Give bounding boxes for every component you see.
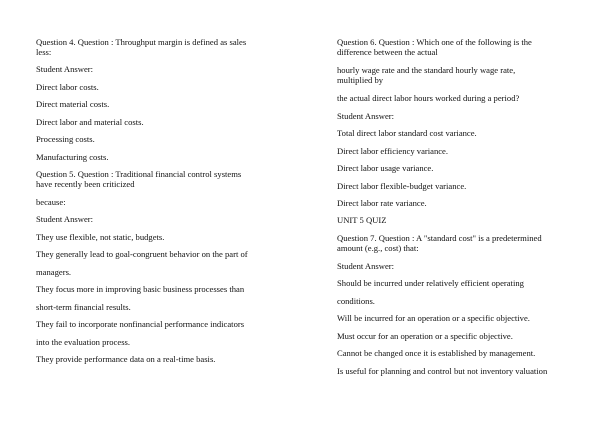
- q6-option: Direct labor usage variance.: [337, 163, 434, 173]
- q7-option-cont: conditions.: [337, 296, 375, 306]
- q5-option: They provide performance data on a real-time basis.: [36, 354, 216, 364]
- q5-option-cont: managers.: [36, 267, 72, 277]
- q4-option: Direct labor costs.: [36, 82, 99, 92]
- q5-option: They generally lead to goal-congruent behavior on the part of: [36, 249, 248, 259]
- question-5-prompt: Question 5. Question : Traditional financial control systems: [36, 169, 242, 179]
- q6-option: Direct labor rate variance.: [337, 198, 427, 208]
- question-4-prompt-cont: less:: [36, 47, 52, 57]
- q4-option: Direct material costs.: [36, 99, 110, 109]
- question-7-prompt-cont: amount (e.g., cost) that:: [337, 243, 419, 253]
- question-7-prompt: Question 7. Question : A "standard cost" is a predetermined: [337, 233, 542, 243]
- q6-option: Direct labor flexible-budget variance.: [337, 181, 467, 191]
- q7-option: Will be incurred for an operation or a specific objective.: [337, 313, 530, 323]
- q5-option: They fail to incorporate nonfinancial performance indicators: [36, 319, 245, 329]
- q7-option: Cannot be changed once it is established by management.: [337, 348, 536, 358]
- question-6-prompt-cont: difference between the actual: [337, 47, 438, 57]
- q7-option: Is useful for planning and control but not inventory valuation: [337, 366, 548, 376]
- question-4-prompt: Question 4. Question : Throughput margin is defined as sales: [36, 37, 247, 47]
- question-6-prompt-cont: hourly wage rate and the standard hourly wage rate,: [337, 65, 516, 75]
- q5-option-cont: short-term financial results.: [36, 302, 131, 312]
- question-6-prompt: Question 6. Question : Which one of the following is the: [337, 37, 532, 47]
- q7-student-answer-label: Student Answer:: [337, 261, 395, 271]
- q4-student-answer-label: Student Answer:: [36, 64, 94, 74]
- q7-option: Must occur for an operation or a specific objective.: [337, 331, 513, 341]
- question-6-prompt-cont: multiplied by: [337, 75, 384, 85]
- q6-student-answer-label: Student Answer:: [337, 111, 395, 121]
- q6-option: Total direct labor standard cost variance.: [337, 128, 477, 138]
- question-6-prompt-cont: the actual direct labor hours worked during a period?: [337, 93, 520, 103]
- q5-option: They use flexible, not static, budgets.: [36, 232, 165, 242]
- unit-heading: UNIT 5 QUIZ: [337, 215, 387, 225]
- q5-option-cont: into the evaluation process.: [36, 337, 131, 347]
- question-5-prompt-cont: because:: [36, 197, 66, 207]
- q4-option: Direct labor and material costs.: [36, 117, 144, 127]
- q5-option: They focus more in improving basic business processes than: [36, 284, 245, 294]
- q5-student-answer-label: Student Answer:: [36, 214, 94, 224]
- q4-option: Manufacturing costs.: [36, 152, 109, 162]
- question-5-prompt-cont: have recently been criticized: [36, 179, 135, 189]
- q6-option: Direct labor efficiency variance.: [337, 146, 449, 156]
- q7-option: Should be incurred under relatively efficient operating: [337, 278, 524, 288]
- q4-option: Processing costs.: [36, 134, 95, 144]
